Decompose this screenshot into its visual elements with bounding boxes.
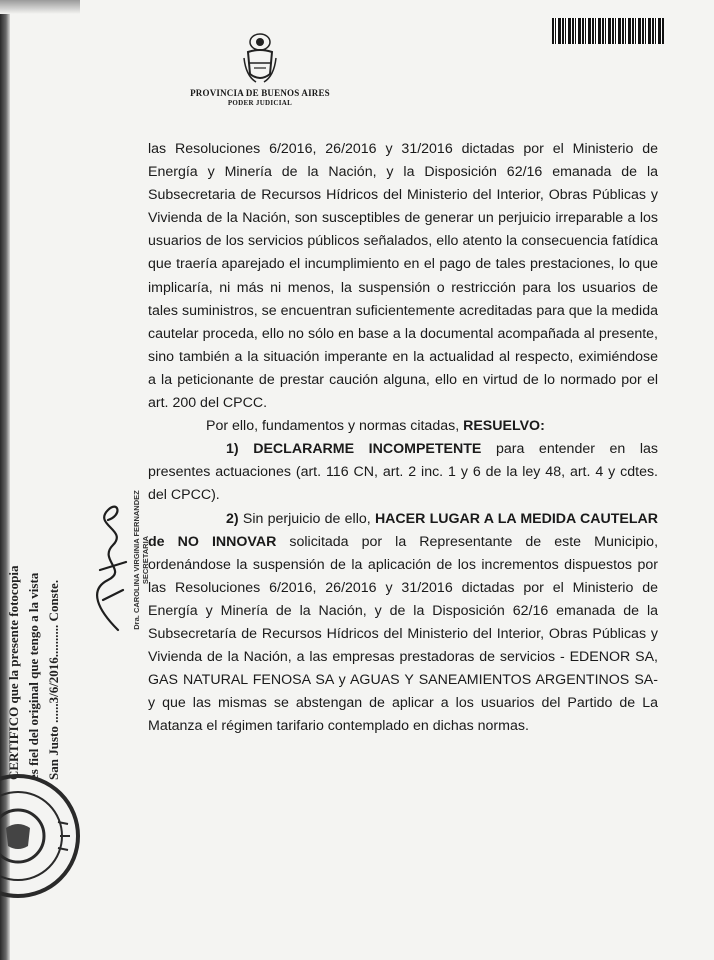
point-2-text: solicitada por la Representante de este Municipio, ordenándose la suspensión de la aplicación de los incrementos dispuestos por las Resoluciones 6/2016, 26/2016 y 31/2016 dictadas por el Ministerio de Energía y Minería de la Nación, y de la Disposición 62/16 emanada de la Subsecretaría de Recursos Hídricos del Ministerio del Interior, Obras Públicas y Vivienda de la Nación, a las empresas prestadoras de servicios - EDENOR SA, GAS NATURAL FENOSA SA y AGUAS Y SANEAMIENTOS ARGENTINOS SA- y que las mismas se abstengan de aplicar a los usuarios del Partido de La Matanza el régimen tarifario contemplado en dichas normas. xyxy=(148,533,659,735)
document-header xyxy=(180,30,340,107)
secretary-title: SECRETARIA xyxy=(141,535,150,585)
secretary-name: Dra. CAROLINA VIRGINIA FERNANDEZ xyxy=(132,490,141,630)
court-seal-icon xyxy=(0,772,82,900)
point-1-text: para entender en las presentes actuaciones (art. 116 CN, art. 2 inc. 1 y 6 de la ley 48, art. 4 y cdtes. del CPCC). xyxy=(148,441,659,504)
point-2-bold: HACER LUGAR A LA MEDIDA CAUTELAR de NO INNOVAR xyxy=(148,510,659,550)
resuelvo-heading: RESUELVO: xyxy=(463,418,545,435)
coat-of-arms-icon xyxy=(240,30,280,86)
document-body xyxy=(148,138,658,738)
certification-line-2: es fiel del original que tengo a la vista xyxy=(26,572,41,780)
signature-icon xyxy=(78,490,138,640)
page-top-shadow xyxy=(0,0,80,14)
certification-line-1: CERTIFICO que la presente fotocopia xyxy=(6,565,21,780)
point-2-intro: Sin perjuicio de ello, xyxy=(242,510,375,527)
point-1-number: 1) xyxy=(226,441,254,458)
paragraph-considerations: las Resoluciones 6/2016, 26/2016 y 31/2016 dictadas por el Ministerio de Energía y Minería de la Nación, y la Disposición 62/16 emanada de la Subsecretaria de Recursos Hídricos del Ministerio del Interior, Obras Públicas y Vivienda de la Nación, son susceptibles de generar un perjuicio irreparable a los usuarios de los servicios públicos señalados, ello atento la consecuencia fatídica que traería aparejado el incumplimiento en el pago de tales prestaciones, lo que implicaría, ni más ni menos, la suspensión o restricción para los usuarios de tales suministros, se encuentran suficientemente acreditadas para que la medida cautelar proceda, ello no sólo en base a la documental acompañada al presente, sino también a la situación imperante en la actualidad al respecto, eximiéndose a la peticionante de prestar caución alguna, ello en virtud de lo normado por el art. 200 del CPCC. xyxy=(148,141,658,412)
secretary-stamp xyxy=(132,480,162,640)
point-1-bold: DECLARARME INCOMPETENTE xyxy=(253,441,482,458)
point-2-number: 2) xyxy=(226,510,243,527)
certification-line-3: San Justo ......3/6/2016.......... Conste. xyxy=(46,579,61,780)
poder-judicial-label: PODER JUDICIAL xyxy=(227,99,293,107)
province-name: PROVINCIA DE BUENOS AIRES xyxy=(190,88,330,98)
paragraph-point-1 xyxy=(148,438,658,507)
paragraph-resuelvo xyxy=(148,415,658,438)
resuelvo-intro: Por ello, fundamentos y normas citadas, xyxy=(206,418,464,435)
certification-note xyxy=(4,490,84,780)
barcode xyxy=(552,18,664,44)
paragraph-point-2 xyxy=(148,508,658,739)
